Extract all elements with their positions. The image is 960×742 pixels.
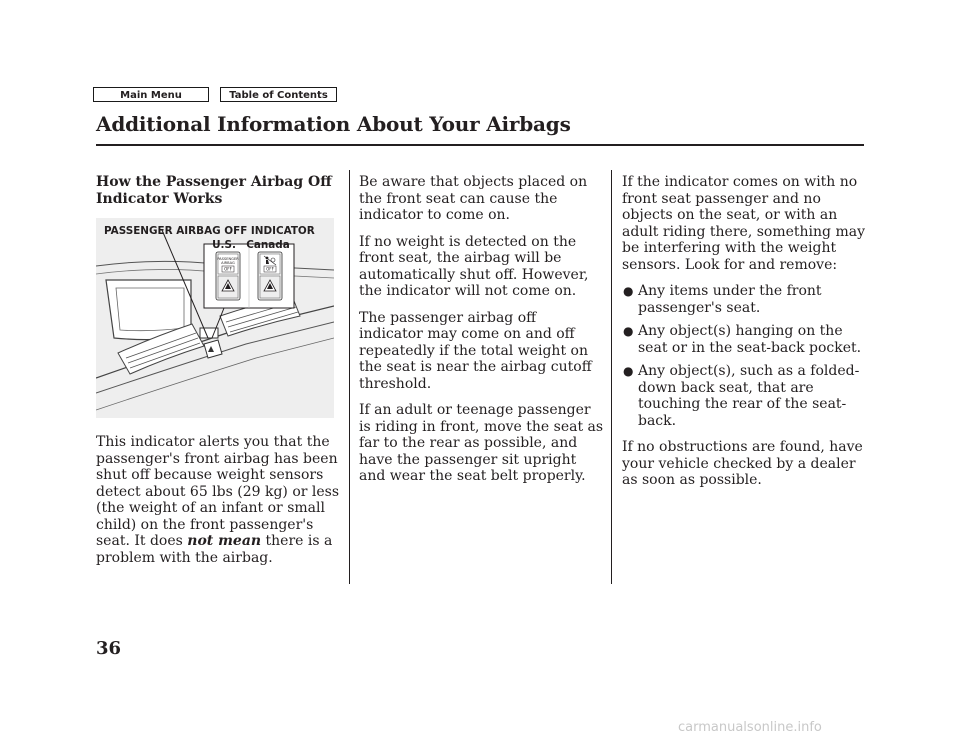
list-item: ● Any object(s) hanging on the seat or in the seat-back pocket. [623, 323, 862, 356]
subheading [96, 174, 341, 207]
paragraph: If no weight is detected on the front seat, the airbag will be automatically shut off. However, the indicator will not come on. [359, 233, 589, 299]
paragraph: Be aware that objects placed on the front seat can cause the indicator to come on. [359, 174, 588, 223]
indicator-figure [96, 218, 334, 418]
section-title: Additional Information About Your Airbags [96, 112, 571, 136]
figure-label: PASSENGER AIRBAG OFF INDICATOR [104, 225, 315, 237]
table-of-contents-button[interactable]: Table of Contents [220, 87, 337, 102]
column-1 [96, 174, 341, 217]
paragraph: If the indicator comes on with no front seat passenger and no objects on the seat, or with an adult riding there, something may be interfering with the weight sensors. Look for and remove: [622, 174, 865, 273]
region-label-us: U.S. [212, 239, 236, 251]
subheading-line-2: Indicator Works [96, 190, 223, 207]
title-rule [96, 144, 864, 146]
subheading-line-1: How the Passenger Airbag Off [96, 174, 332, 190]
column-1-body [96, 434, 341, 576]
paragraph: This indicator alerts you that the passenger's front airbag has been shut off because weight sensors detect about 65 lbs (29 kg) or less (the weight of an infant or small child) on the front passenger's seat. It does not mean there is a problem with the airbag. [96, 434, 340, 566]
dashboard-illustration [96, 218, 334, 418]
panel-text-line-1: PASSENGER [217, 257, 239, 261]
main-menu-button[interactable]: Main Menu [93, 87, 209, 102]
page-number: 36 [96, 638, 122, 659]
column-divider-2 [611, 170, 612, 584]
emphasis: not mean [187, 533, 262, 549]
column-divider-1 [349, 170, 350, 584]
off-label-right: OFF [266, 266, 274, 272]
column-3 [622, 174, 867, 499]
off-label-left: OFF [224, 266, 232, 272]
list-item: ● Any items under the front passenger's seat. [623, 283, 822, 316]
column-2 [359, 174, 604, 495]
region-label-canada: Canada [246, 239, 290, 251]
paragraph: The passenger airbag off indicator may come on and off repeatedly if the total weight on the seat is near the airbag cutoff threshold. [359, 309, 592, 392]
watermark: carmanualsonline.info [678, 720, 822, 735]
paragraph: If an adult or teenage passenger is riding in front, move the seat as far to the rear as possible, and have the passenger sit upright and wear the seat belt properly. [359, 402, 604, 484]
paragraph: If no obstructions are found, have your vehicle checked by a dealer as soon as possible. [622, 439, 863, 488]
panel-text-line-2: AIRBAG [221, 261, 235, 265]
list-item: ● Any object(s), such as a folded-down back seat, that are touching the rear of the seat-back. [623, 363, 860, 429]
